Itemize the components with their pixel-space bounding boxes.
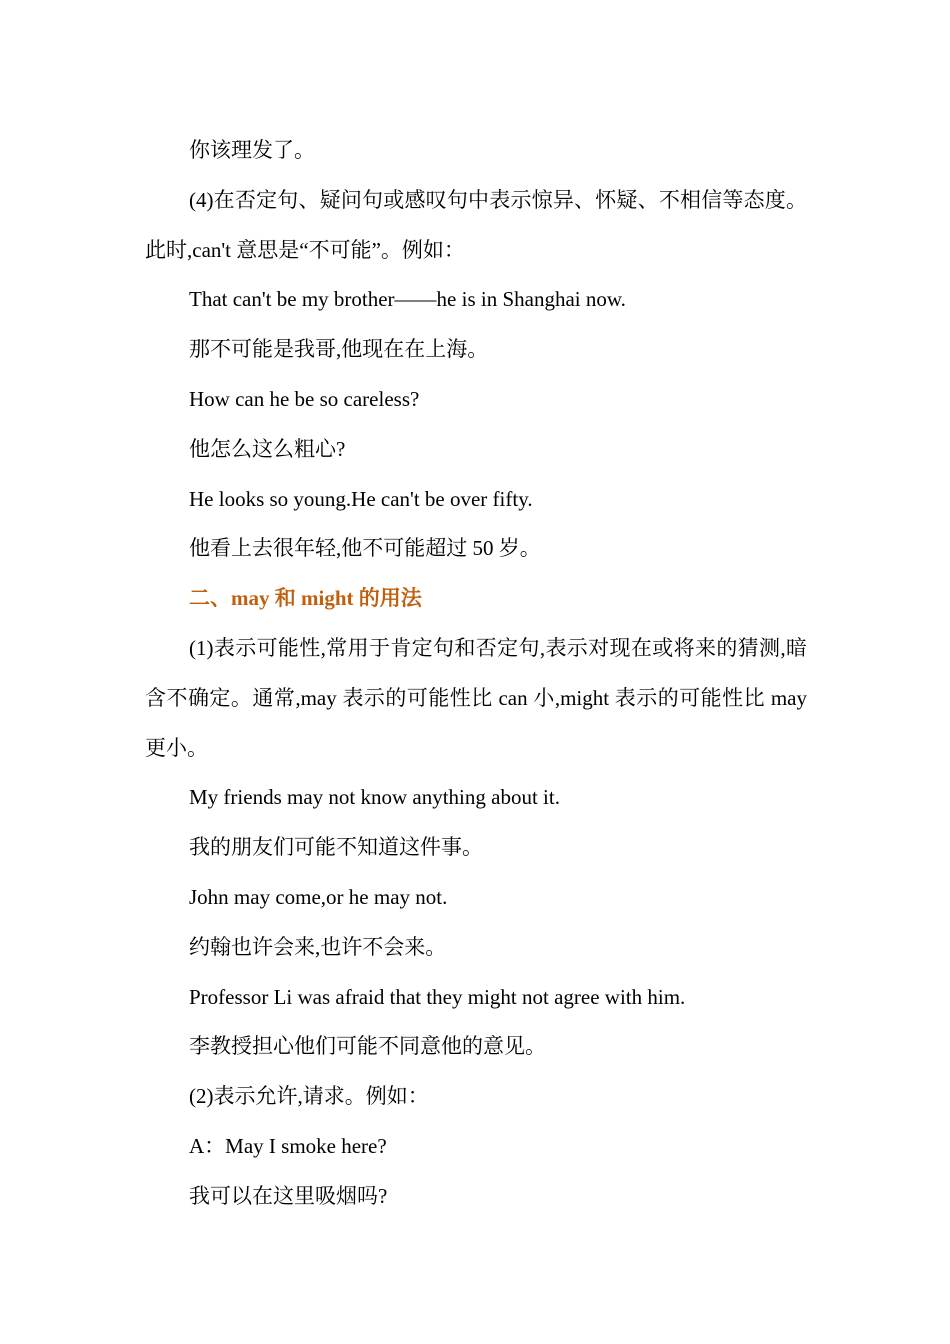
- example-translation: 我可以在这里吸烟吗?: [189, 1183, 388, 1208]
- paragraph: (1)表示可能性,常用于肯定句和否定句,表示对现在或将来的猜测,暗含不确定。通常,may 表示的可能性比 can 小,might 表示的可能性比 may 更小。: [145, 635, 807, 760]
- section-heading: 二、may 和 might 的用法: [189, 586, 422, 611]
- example-sentence: How can he be so careless?: [189, 386, 420, 411]
- paragraph: (2)表示允许,请求。例如：: [189, 1084, 429, 1109]
- example-sentence: That can't be my brother——he is in Shanghai now.: [189, 287, 626, 312]
- example-sentence: A：May I smoke here?: [189, 1133, 387, 1158]
- example-translation: 他怎么这么粗心?: [189, 436, 346, 461]
- example-sentence: John may come,or he may not.: [189, 884, 448, 909]
- example-translation: 我的朋友们可能不知道这件事。: [189, 835, 483, 860]
- example-sentence: He looks so young.He can't be over fifty.: [189, 486, 533, 511]
- example-sentence: Professor Li was afraid that they might not agree with him.: [189, 984, 686, 1009]
- example-translation: 那不可能是我哥,他现在在上海。: [189, 337, 489, 362]
- document-body: [145, 126, 807, 1222]
- paragraph: (4)在否定句、疑问句或感叹句中表示惊异、怀疑、不相信等态度。此时,can't 意思是“不可能”。例如：: [145, 187, 807, 262]
- example-translation: 他看上去很年轻,他不可能超过 50 岁。: [189, 536, 541, 561]
- example-translation: 李教授担心他们可能不同意他的意见。: [189, 1034, 546, 1059]
- example-sentence: My friends may not know anything about it.: [189, 785, 560, 810]
- example-translation: 约翰也许会来,也许不会来。: [189, 934, 447, 959]
- paragraph: 你该理发了。: [189, 138, 315, 162]
